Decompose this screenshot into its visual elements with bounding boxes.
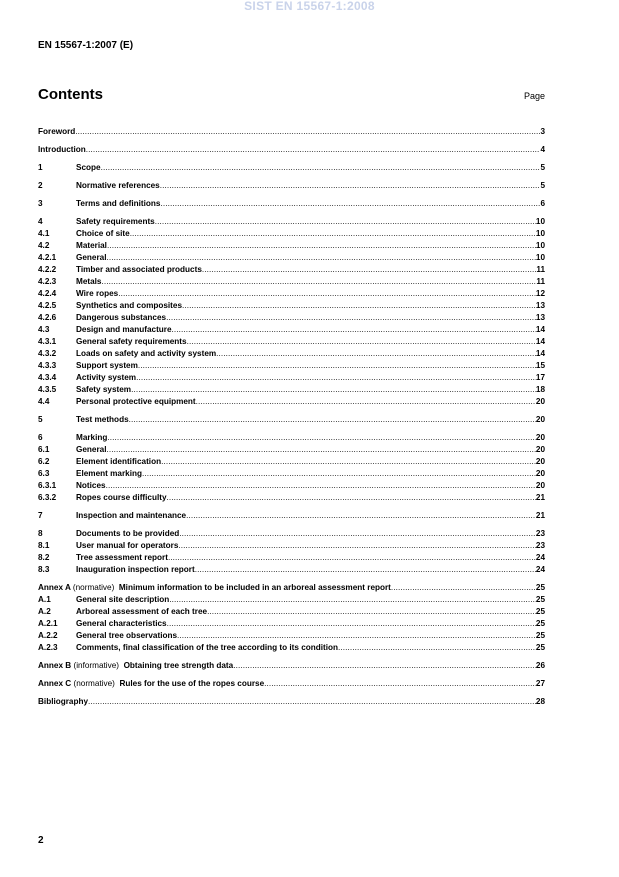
toc-entry-number: A.2 <box>38 607 51 616</box>
annex-label: Annex A <box>38 583 71 592</box>
toc-entry-page: 10 <box>535 241 545 250</box>
toc-entry[interactable] <box>38 456 545 468</box>
toc-entry-page: 25 <box>535 583 545 592</box>
toc-entry-title: Terms and definitions <box>76 199 161 208</box>
toc-entry-title: Test methods <box>76 415 129 424</box>
toc-entry[interactable] <box>38 582 545 594</box>
toc-entry-page: 6 <box>540 199 545 208</box>
toc-entry[interactable] <box>38 228 545 240</box>
toc-entry-title: Bibliography <box>38 697 89 706</box>
toc-entry-title: Material <box>76 241 107 250</box>
toc-entry-title: Foreword <box>38 127 76 136</box>
toc-entry-number: 8.2 <box>38 553 50 562</box>
toc-entry-title: Documents to be provided <box>76 529 180 538</box>
toc-entry-number: 4.3.3 <box>38 361 57 370</box>
dot-leader <box>264 678 536 690</box>
toc-entry-title: Element marking <box>76 469 142 478</box>
toc-entry-page: 24 <box>535 565 545 574</box>
toc-entry-title: Choice of site <box>76 229 130 238</box>
toc-entry[interactable] <box>38 384 545 396</box>
toc-entry-page: 11 <box>536 265 545 274</box>
annex-title: Obtaining tree strength data <box>123 661 234 670</box>
toc-entry[interactable] <box>38 414 545 426</box>
toc-entry-title: Scope <box>76 163 101 172</box>
dot-leader <box>160 198 540 210</box>
annex-type: (normative) <box>72 583 115 592</box>
toc-entry[interactable] <box>38 444 545 456</box>
toc-entry[interactable] <box>38 594 545 606</box>
toc-entry[interactable] <box>38 480 545 492</box>
toc-entry[interactable] <box>38 564 545 576</box>
toc-entry-title <box>38 660 233 672</box>
toc-entry-page: 14 <box>535 325 545 334</box>
toc-entry[interactable] <box>38 300 545 312</box>
toc-entry-title: Inauguration inspection report <box>76 565 195 574</box>
dot-leader <box>129 414 536 426</box>
toc-entry-page: 12 <box>535 289 545 298</box>
toc-entry-page: 11 <box>536 277 545 286</box>
dot-leader <box>131 384 536 396</box>
toc-entry-title: Element identification <box>76 457 162 466</box>
annex-title: Rules for the use of the ropes course <box>119 679 265 688</box>
toc-entry[interactable] <box>38 528 545 540</box>
toc-entry-title: Normative references <box>76 181 160 190</box>
toc-entry-number: 8 <box>38 529 43 538</box>
toc-entry-number: 4 <box>38 217 43 226</box>
toc-entry-page: 5 <box>540 181 545 190</box>
toc-entry-page: 24 <box>535 553 545 562</box>
annex-title: Minimum information to be included in an arboreal assessment report <box>118 583 391 592</box>
toc-entry[interactable] <box>38 696 545 708</box>
toc-entry[interactable] <box>38 240 545 252</box>
toc-entry[interactable] <box>38 642 545 654</box>
toc-entry[interactable] <box>38 336 545 348</box>
toc-entry-page: 5 <box>540 163 545 172</box>
toc-entry-title: Comments, final classification of the tree according to its condition <box>76 643 339 652</box>
dot-leader <box>107 240 536 252</box>
toc-entry[interactable] <box>38 630 545 642</box>
toc-entry-page: 25 <box>535 643 545 652</box>
toc-entry-title: Synthetics and composites <box>76 301 183 310</box>
watermark: SIST EN 15567-1:2008 <box>244 0 375 13</box>
toc-entry-number: 4.2 <box>38 241 50 250</box>
toc-entry-title: Design and manufacture <box>76 325 172 334</box>
toc-entry[interactable] <box>38 198 545 210</box>
toc-entry[interactable] <box>38 348 545 360</box>
toc-entry-page: 25 <box>535 619 545 628</box>
dot-leader <box>233 660 536 672</box>
dot-leader <box>101 276 536 288</box>
toc-entry-number: 7 <box>38 511 43 520</box>
toc-entry-title: Introduction <box>38 145 86 154</box>
toc-entry-number: 6.3 <box>38 469 50 478</box>
dot-leader <box>338 642 536 654</box>
toc-entry-title: General characteristics <box>76 619 167 628</box>
toc-entry-page: 21 <box>535 493 545 502</box>
toc-entry-title: Safety requirements <box>76 217 155 226</box>
dot-leader <box>101 162 541 174</box>
toc-entry[interactable] <box>38 372 545 384</box>
toc-entry-page: 10 <box>535 217 545 226</box>
toc-entry-page: 20 <box>535 433 545 442</box>
toc-entry[interactable] <box>38 162 545 174</box>
toc-entry[interactable] <box>38 264 545 276</box>
dot-leader <box>179 528 536 540</box>
toc-entry[interactable] <box>38 288 545 300</box>
toc-entry-number: 8.3 <box>38 565 50 574</box>
dot-leader <box>142 468 536 480</box>
document-id: EN 15567-1:2007 (E) <box>38 40 134 51</box>
toc-entry-title: Personal protective equipment <box>76 397 196 406</box>
toc-entry-title: Loads on safety and activity system <box>76 349 217 358</box>
toc-entry-page: 20 <box>535 415 545 424</box>
toc-entry-number: 6.3.2 <box>38 493 57 502</box>
toc-entry-page: 20 <box>535 445 545 454</box>
toc-entry-number: 4.2.2 <box>38 265 57 274</box>
dot-leader <box>107 252 536 264</box>
toc-entry-number: 6.3.1 <box>38 481 57 490</box>
toc-entry-page: 20 <box>535 457 545 466</box>
toc-entry[interactable] <box>38 144 545 156</box>
toc-entry-page: 23 <box>535 541 545 550</box>
toc-entry-title: Metals <box>76 277 102 286</box>
dot-leader <box>167 618 536 630</box>
toc-entry[interactable] <box>38 492 545 504</box>
toc-entry-title: Marking <box>76 433 108 442</box>
toc-entry[interactable] <box>38 360 545 372</box>
toc-entry-title: Activity system <box>76 373 137 382</box>
page-number: 2 <box>38 835 44 846</box>
toc-entry-title: General tree observations <box>76 631 178 640</box>
toc-entry[interactable] <box>38 276 545 288</box>
toc-entry-number: 4.3.4 <box>38 373 57 382</box>
toc-entry-page: 28 <box>535 697 545 706</box>
toc-entry[interactable] <box>38 180 545 192</box>
dot-leader <box>391 582 536 594</box>
annex-label: Annex B <box>38 661 72 670</box>
toc-entry-number: A.2.1 <box>38 619 58 628</box>
toc-entry[interactable] <box>38 396 545 408</box>
dot-leader <box>168 552 536 564</box>
toc-entry-page: 20 <box>535 469 545 478</box>
dot-leader <box>155 216 536 228</box>
dot-leader <box>207 606 536 618</box>
dot-leader <box>88 696 536 708</box>
toc-entry-number: 1 <box>38 163 43 172</box>
toc-entry-number: 4.2.5 <box>38 301 57 310</box>
toc-entry-number: 2 <box>38 181 43 190</box>
toc-entry-page: 14 <box>535 337 545 346</box>
toc-entry[interactable] <box>38 606 545 618</box>
toc-entry[interactable] <box>38 432 545 444</box>
toc-entry-page: 17 <box>535 373 545 382</box>
toc-entry[interactable] <box>38 216 545 228</box>
dot-leader <box>177 630 536 642</box>
toc-entry-title: General <box>76 253 107 262</box>
toc-entry[interactable] <box>38 618 545 630</box>
dot-leader <box>138 360 536 372</box>
toc-entry-page: 20 <box>535 397 545 406</box>
dot-leader <box>182 300 536 312</box>
annex-type: (normative) <box>73 679 115 688</box>
toc-entry-number: 4.3.2 <box>38 349 57 358</box>
toc-entry-page: 25 <box>535 607 545 616</box>
toc-entry-page: 10 <box>535 253 545 262</box>
toc-entry-number: 4.3.5 <box>38 385 57 394</box>
page-column-label: Page <box>523 91 545 101</box>
page-title: Contents <box>38 86 103 103</box>
toc-entry-number: A.2.2 <box>38 631 58 640</box>
dot-leader <box>130 228 536 240</box>
dot-leader <box>161 456 536 468</box>
toc-entry-number: 4.2.6 <box>38 313 57 322</box>
toc-entry-page: 10 <box>535 229 545 238</box>
toc-entry-title: Support system <box>76 361 138 370</box>
dot-leader <box>187 336 536 348</box>
toc-entry-number: 4.3 <box>38 325 50 334</box>
dot-leader <box>107 432 535 444</box>
dot-leader <box>216 348 536 360</box>
dot-leader <box>136 372 536 384</box>
toc-entry[interactable] <box>38 678 545 690</box>
toc-entry-title: User manual for operators <box>76 541 179 550</box>
annex-type: (informative) <box>73 661 119 670</box>
toc-entry-number: 4.4 <box>38 397 50 406</box>
toc-entry-number: A.1 <box>38 595 51 604</box>
toc-entry[interactable] <box>38 660 545 672</box>
toc-entry-title: Wire ropes <box>76 289 119 298</box>
dot-leader <box>75 126 540 138</box>
toc-entry[interactable] <box>38 126 545 138</box>
toc-entry-title: Arboreal assessment of each tree <box>76 607 208 616</box>
toc-entry-title: Notices <box>76 481 106 490</box>
toc-entry-title: Ropes course difficulty <box>76 493 167 502</box>
toc-entry[interactable] <box>38 510 545 522</box>
dot-leader <box>166 312 536 324</box>
toc-entry-title <box>38 678 264 690</box>
toc-entry-page: 21 <box>535 511 545 520</box>
dot-leader <box>195 564 536 576</box>
dot-leader <box>202 264 536 276</box>
toc-entry-number: 3 <box>38 199 43 208</box>
dot-leader <box>160 180 541 192</box>
toc-entry-page: 23 <box>535 529 545 538</box>
toc-entry-page: 18 <box>535 385 545 394</box>
toc-entry-title: Inspection and maintenance <box>76 511 187 520</box>
dot-leader <box>178 540 536 552</box>
toc-entry[interactable] <box>38 324 545 336</box>
toc-entry-number: 4.1 <box>38 229 50 238</box>
dot-leader <box>86 144 541 156</box>
annex-label: Annex C <box>38 679 72 688</box>
toc-entry-page: 4 <box>540 145 545 154</box>
toc-entry-number: 4.2.1 <box>38 253 57 262</box>
toc-entry-title: Timber and associated products <box>76 265 202 274</box>
toc-entry-number: A.2.3 <box>38 643 58 652</box>
toc-entry-number: 5 <box>38 415 43 424</box>
toc-entry-page: 25 <box>535 631 545 640</box>
dot-leader <box>196 396 536 408</box>
toc-entry-page: 3 <box>540 127 545 136</box>
toc-entry-title: Dangerous substances <box>76 313 167 322</box>
toc-entry-number: 8.1 <box>38 541 50 550</box>
toc-entry-title: General <box>76 445 107 454</box>
toc-entry-page: 20 <box>535 481 545 490</box>
dot-leader <box>107 444 536 456</box>
toc-entry-number: 4.2.4 <box>38 289 57 298</box>
toc-entry-page: 26 <box>535 661 545 670</box>
toc-entry-page: 14 <box>535 349 545 358</box>
toc-entry[interactable] <box>38 312 545 324</box>
toc-entry-number: 6.1 <box>38 445 50 454</box>
table-of-contents <box>38 126 545 708</box>
toc-entry[interactable] <box>38 540 545 552</box>
toc-entry-number: 6.2 <box>38 457 50 466</box>
toc-entry-number: 6 <box>38 433 43 442</box>
toc-entry[interactable] <box>38 468 545 480</box>
toc-entry-title: General site description <box>76 595 170 604</box>
dot-leader <box>169 594 536 606</box>
dot-leader <box>186 510 536 522</box>
toc-entry-page: 25 <box>535 595 545 604</box>
toc-entry-page: 13 <box>535 301 545 310</box>
toc-entry-number: 4.3.1 <box>38 337 57 346</box>
toc-entry-page: 27 <box>535 679 545 688</box>
toc-entry-title <box>38 582 391 594</box>
toc-entry-title: General safety requirements <box>76 337 187 346</box>
toc-entry-page: 13 <box>535 313 545 322</box>
dot-leader <box>106 480 536 492</box>
dot-leader <box>172 324 536 336</box>
toc-entry[interactable] <box>38 252 545 264</box>
dot-leader <box>167 492 536 504</box>
dot-leader <box>118 288 536 300</box>
toc-entry-page: 15 <box>535 361 545 370</box>
toc-entry-number: 4.2.3 <box>38 277 57 286</box>
toc-entry-title: Tree assessment report <box>76 553 168 562</box>
toc-entry-title: Safety system <box>76 385 132 394</box>
toc-entry[interactable] <box>38 552 545 564</box>
